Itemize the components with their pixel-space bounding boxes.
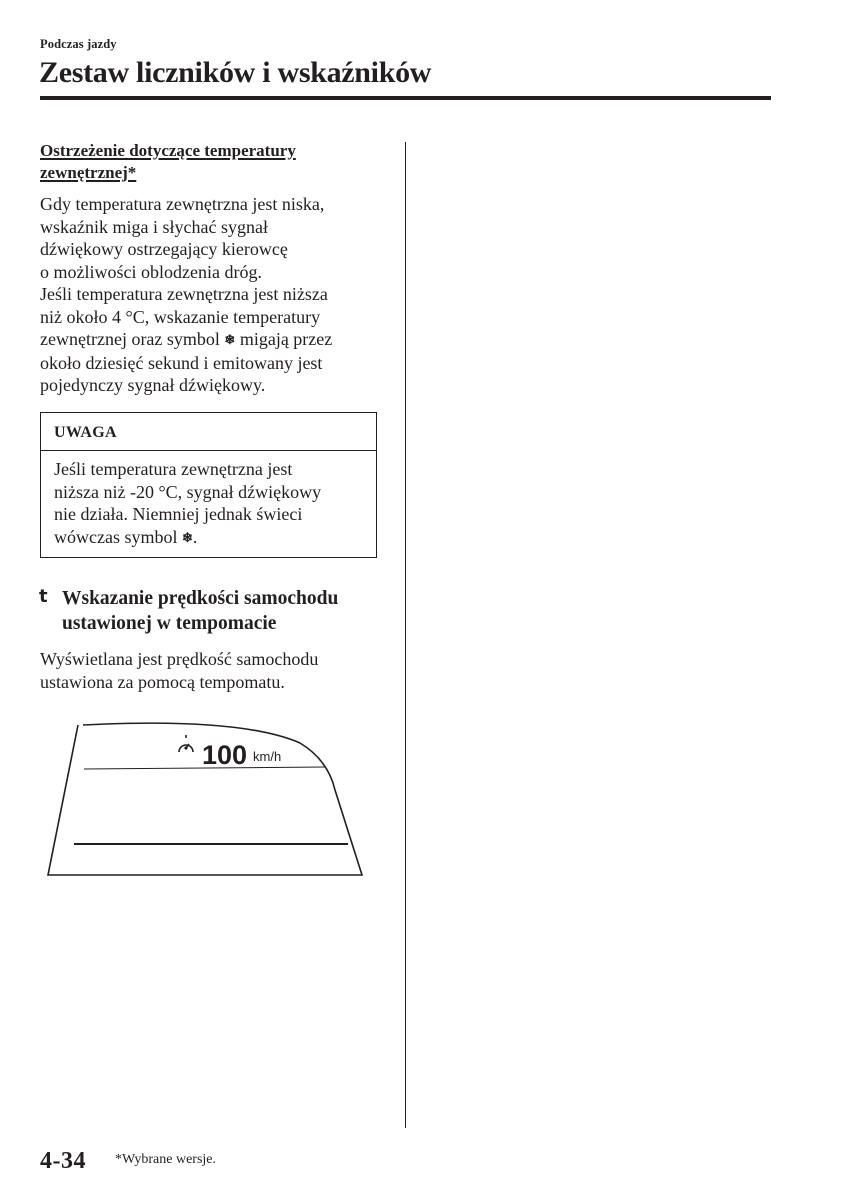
display-speed-value: 100 xyxy=(202,740,248,770)
body-line: wskaźnik miga i słychać sygnał xyxy=(40,216,268,237)
cruise-section-title xyxy=(62,587,392,636)
snowflake-icon: ❄ xyxy=(224,332,236,347)
cruise-control-icon xyxy=(179,735,193,752)
body-line: Jeśli temperatura zewnętrzna jest niższa xyxy=(40,284,328,304)
temperature-warning-heading xyxy=(40,140,360,184)
footnote: *Wybrane wersje. xyxy=(115,1152,217,1167)
body-text-fragment: zewnętrznej oraz symbol xyxy=(40,329,225,349)
note-text-fragment: wówczas symbol xyxy=(54,526,182,547)
body-line-with-icon xyxy=(40,328,385,352)
body-line: ustawiona za pomocą tempomatu. xyxy=(40,671,285,692)
section-label: Podczas jazdy xyxy=(40,37,117,51)
title-rule xyxy=(40,96,771,100)
column-divider xyxy=(405,142,406,1128)
note-text-fragment: . xyxy=(192,526,198,547)
note-body xyxy=(41,451,376,549)
cruise-section-body xyxy=(40,648,385,693)
temperature-warning-body xyxy=(40,193,385,397)
display-speed-unit: km/h xyxy=(253,749,282,764)
body-text-fragment: migają przez xyxy=(235,329,333,349)
page-number: 4-34 xyxy=(40,1148,86,1174)
temperature-warning-heading-line2: zewnętrznej* xyxy=(40,163,137,182)
body-line: dźwiękowy ostrzegający kierowcę xyxy=(40,239,288,259)
temperature-warning-heading-line1: Ostrzeżenie dotyczące temperatury xyxy=(40,141,296,160)
body-line: o możliwości oblodzenia dróg. xyxy=(40,261,262,282)
page-title: Zestaw liczników i wskaźników xyxy=(39,56,432,89)
cruise-section-title-line1: Wskazanie prędkości samochodu xyxy=(62,588,339,609)
body-line: pojedynczy sygnał dźwiękowy. xyxy=(40,375,266,395)
cruise-section-title-line2: ustawionej w tempomacie xyxy=(62,612,277,634)
snowflake-icon: ❄ xyxy=(181,529,193,545)
note-line-with-icon xyxy=(54,526,376,550)
body-line: około dziesięć sekund i emitowany jest xyxy=(40,352,323,373)
note-heading: UWAGA xyxy=(41,413,376,451)
body-line: niż około 4 °C, wskazanie temperatury xyxy=(40,306,321,327)
note-box xyxy=(40,412,377,558)
body-line: Gdy temperatura zewnętrzna jest niska, xyxy=(40,194,325,214)
note-line: nie działa. Niemniej jednak świeci xyxy=(54,504,303,524)
body-line: Wyświetlana jest prędkość samochodu xyxy=(40,649,319,669)
note-line: Jeśli temperatura zewnętrzna jest xyxy=(54,459,293,479)
section-bullet: t xyxy=(39,586,48,607)
cruise-speed-display-illustration xyxy=(40,715,370,890)
note-line: niższa niż -20 °C, sygnał dźwiękowy xyxy=(54,481,322,502)
